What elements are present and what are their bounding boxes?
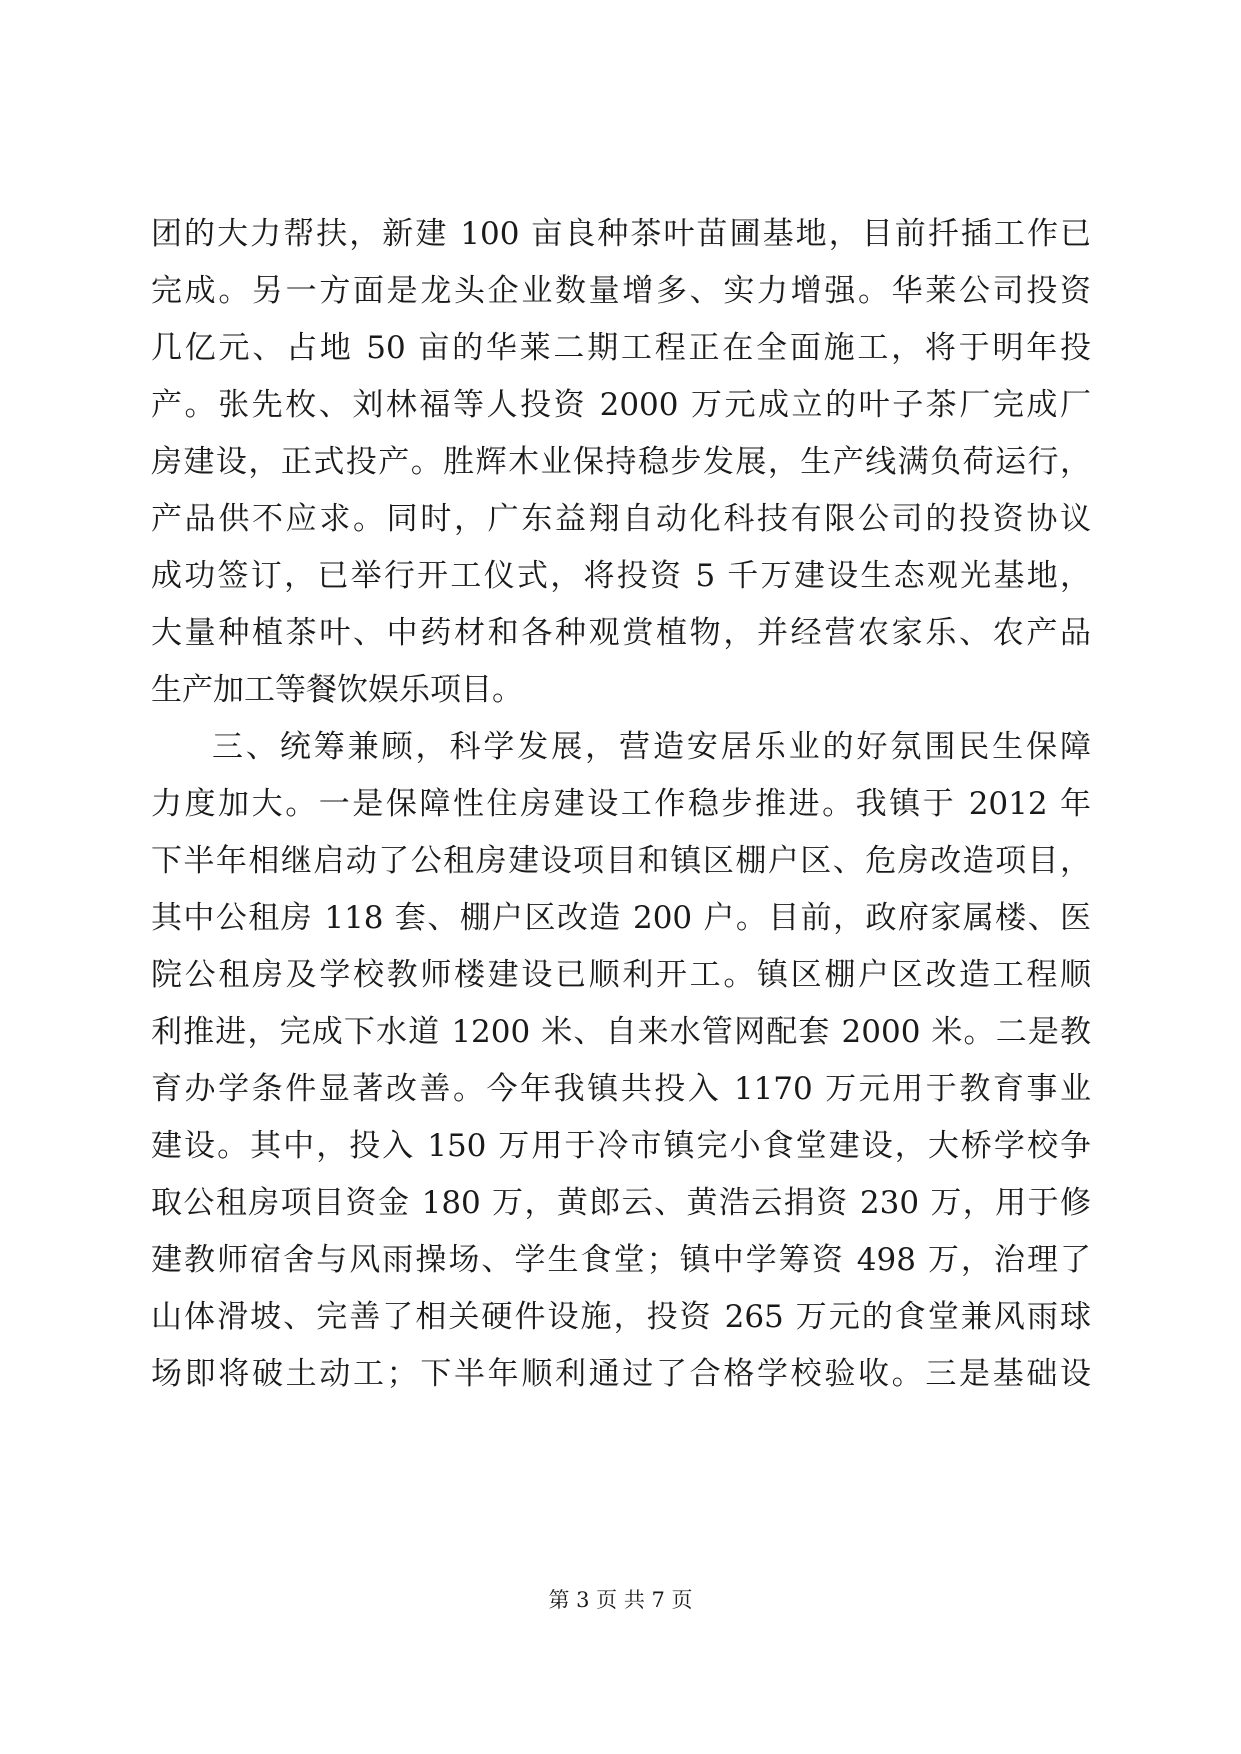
paragraph-2-line-1: 三、统筹兼顾，科学发展，营造安居乐业的好氛围民生保障 — [212, 729, 1091, 765]
paragraph-2-line-7: 育办学条件显著改善。今年我镇共投入 1170 万元用于教育事业 — [151, 1071, 1091, 1107]
paragraph-2-line-12: 场即将破土动工；下半年顺利通过了合格学校验收。三是基础设 — [151, 1356, 1091, 1392]
paragraph-1-line-4: 产。张先枚、刘林福等人投资 2000 万元成立的叶子茶厂完成厂 — [151, 387, 1091, 423]
paragraph-1-line-7: 成功签订，已举行开工仪式，将投资 5 千万建设生态观光基地， — [151, 558, 1091, 594]
paragraph-1-line-1: 团的大力帮扶，新建 100 亩良种茶叶苗圃基地，目前扦插工作已 — [151, 216, 1091, 252]
paragraph-1-line-8: 大量种植茶叶、中药材和各种观赏植物，并经营农家乐、农产品 — [151, 615, 1091, 651]
paragraph-2-line-3: 下半年相继启动了公租房建设项目和镇区棚户区、危房改造项目， — [151, 843, 1091, 879]
page-number-footer: 第 3 页 共 7 页 — [548, 1588, 693, 1612]
paragraph-2-line-9: 取公租房项目资金 180 万，黄郎云、黄浩云捐资 230 万，用于修 — [151, 1185, 1091, 1221]
paragraph-2-line-6: 利推进，完成下水道 1200 米、自来水管网配套 2000 米。二是教 — [151, 1014, 1091, 1050]
paragraph-1-line-5: 房建设，正式投产。胜辉木业保持稳步发展，生产线满负荷运行， — [151, 444, 1091, 480]
paragraph-2-line-10: 建教师宿舍与风雨操场、学生食堂；镇中学筹资 498 万，治理了 — [151, 1242, 1091, 1278]
paragraph-2-line-2: 力度加大。一是保障性住房建设工作稳步推进。我镇于 2012 年 — [151, 786, 1091, 822]
paragraph-2-line-11: 山体滑坡、完善了相关硬件设施，投资 265 万元的食堂兼风雨球 — [151, 1299, 1091, 1335]
paragraph-1-line-2: 完成。另一方面是龙头企业数量增多、实力增强。华莱公司投资 — [151, 273, 1091, 309]
paragraph-1-line-3: 几亿元、占地 50 亩的华莱二期工程正在全面施工，将于明年投 — [151, 330, 1091, 366]
paragraph-2-line-4: 其中公租房 118 套、棚户区改造 200 户。目前，政府家属楼、医 — [151, 900, 1091, 936]
paragraph-2-line-5: 院公租房及学校教师楼建设已顺利开工。镇区棚户区改造工程顺 — [151, 957, 1091, 993]
paragraph-1-line-6: 产品供不应求。同时，广东益翔自动化科技有限公司的投资协议 — [151, 501, 1091, 537]
paragraph-2-line-8: 建设。其中，投入 150 万用于冷市镇完小食堂建设，大桥学校争 — [151, 1128, 1091, 1164]
paragraph-1-line-9: 生产加工等餐饮娱乐项目。 — [151, 672, 523, 708]
